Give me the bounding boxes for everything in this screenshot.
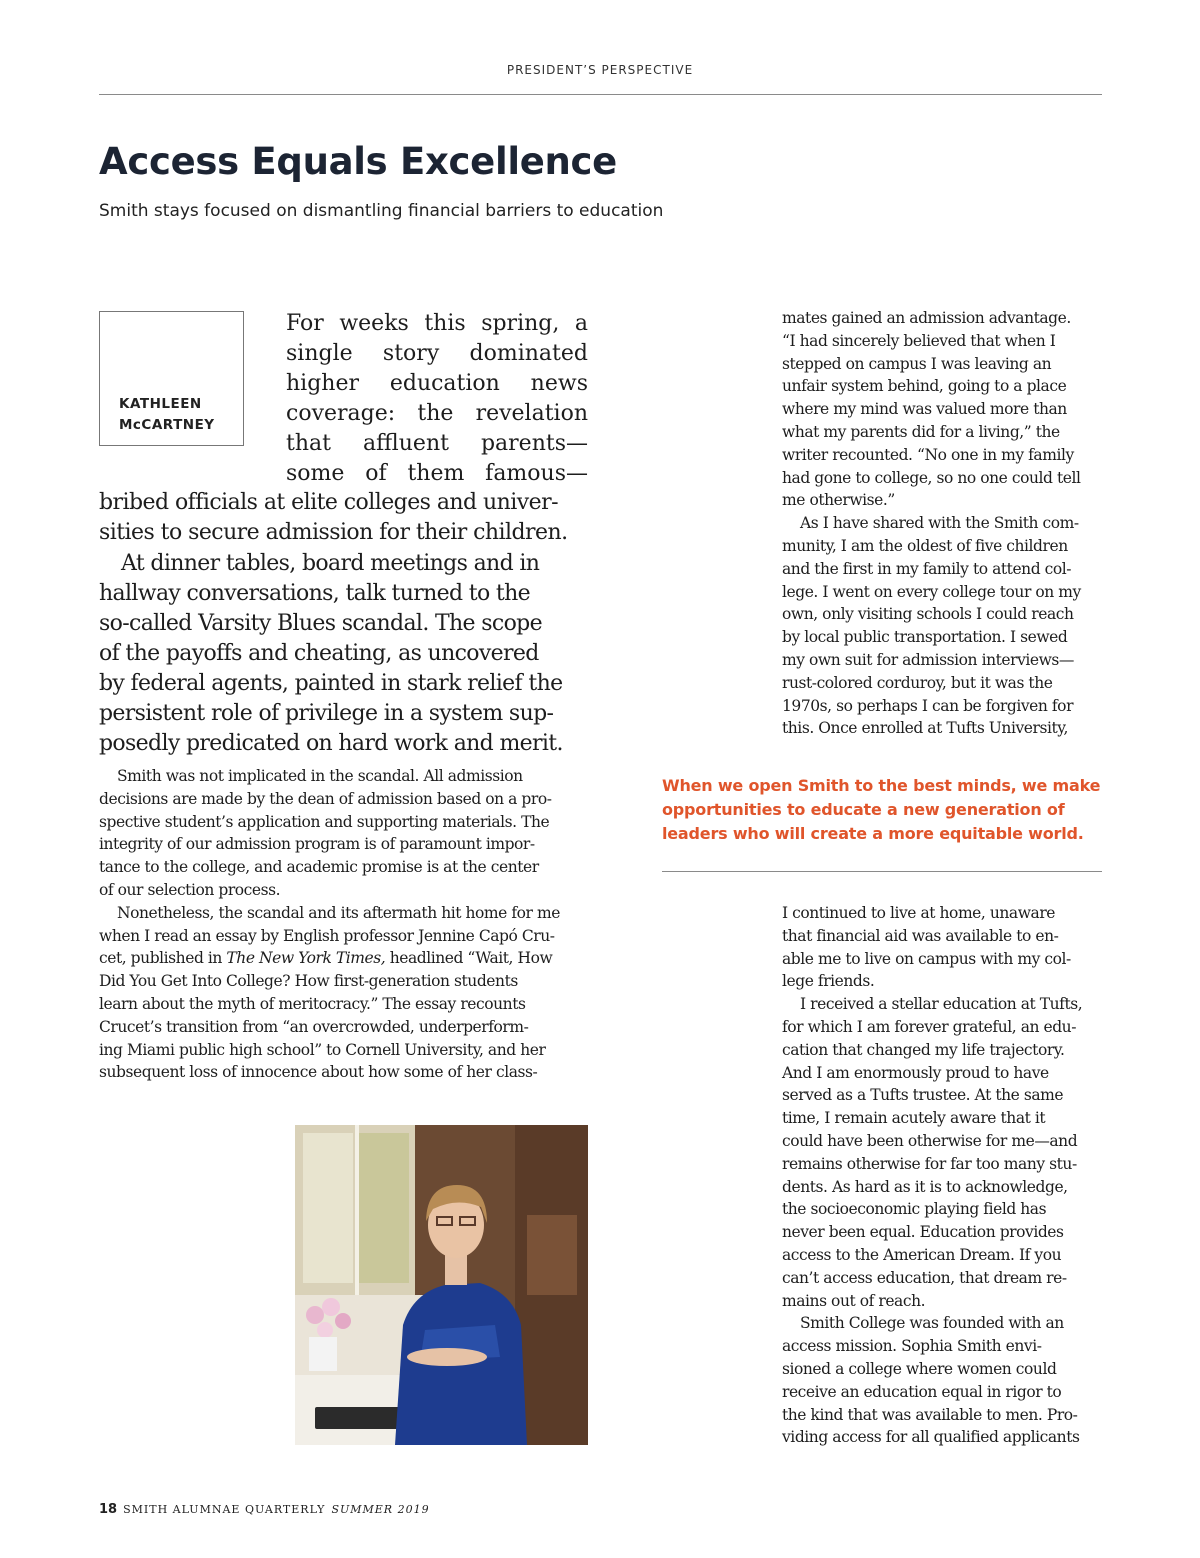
text-line: receive an education equal in rigor to [782, 1382, 1062, 1401]
text-line: 1970s, so perhaps I can be forgiven for [782, 696, 1074, 715]
text-line: remains otherwise for far too many stu- [782, 1154, 1077, 1173]
publication-title: The New York Times, [226, 949, 386, 968]
text-line: rust-colored corduroy, but it was the [782, 673, 1053, 692]
pull-quote-line: When we open Smith to the best minds, we make [662, 776, 1101, 795]
page-number: 18 [99, 1502, 118, 1517]
text-line: and the first in my family to attend col- [782, 559, 1072, 578]
text-line: Smith was not implicated in the scandal. All admission [117, 767, 523, 785]
text-line: for which I am forever grateful, an edu- [782, 1017, 1077, 1036]
text-line: served as a Tufts trustee. At the same [782, 1086, 1064, 1105]
article-subtitle: Smith stays focused on dismantling financial barriers to education [99, 201, 664, 221]
text-line: I continued to live at home, unaware [782, 904, 1056, 922]
text-line: by local public transportation. I sewed [782, 628, 1068, 647]
text-line: where my mind was valued more than [782, 400, 1067, 419]
text-line: writer recounted. “No one in my family [782, 445, 1074, 464]
text-line: when I read an essay by English professor Jennine Capó Cru- [99, 926, 555, 945]
pull-quote-rule [662, 871, 1102, 872]
text-line: stepped on campus I was leaving an [782, 354, 1052, 373]
text-line: so-called Varsity Blues scandal. The scope [99, 611, 542, 636]
text-line: mates gained an admission advantage. [782, 309, 1071, 327]
text-line: Smith College was founded with an [800, 1314, 1064, 1333]
text-line: munity, I am the oldest of five children [782, 536, 1068, 555]
text-line: sities to secure admission for their children. [99, 520, 568, 545]
text-line: access to the American Dream. If you [782, 1245, 1062, 1264]
text-line: integrity of our admission program is of paramount impor- [99, 835, 535, 854]
lead-paragraph-narrow [286, 309, 588, 489]
text-line: mains out of reach. [782, 1291, 926, 1310]
publication-name: SMITH ALUMNAE QUARTERLY [123, 1503, 326, 1516]
text-line: bribed officials at elite colleges and univer- [99, 490, 558, 515]
text-line: persistent role of privilege in a system sup- [99, 701, 554, 726]
section-label: PRESIDENT’S PERSPECTIVE [506, 63, 694, 77]
pull-quote-line: opportunities to educate a new generation of [662, 800, 1065, 819]
byline-box [99, 311, 244, 446]
text-line: single story dominated [286, 341, 588, 366]
issue-label: SUMMER 2019 [331, 1503, 430, 1516]
text-line: the socioeconomic playing field has [782, 1200, 1047, 1219]
lead-paragraph-2 [99, 549, 588, 759]
header-rule [99, 94, 1102, 95]
column-1-body [99, 765, 588, 1084]
author-name: KATHLEEN McCARTNEY [119, 396, 215, 433]
text-line: me otherwise.” [782, 491, 895, 510]
text-line: subsequent loss of innocence about how some of her class- [99, 1063, 538, 1082]
text-line: Did You Get Into College? How first-generation students [99, 972, 518, 991]
text-line: posedly predicated on hard work and merit. [99, 731, 563, 756]
column-2-top [782, 307, 1102, 740]
text-line: lege. I went on every college tour on my [782, 582, 1081, 601]
text-line [99, 947, 588, 970]
text-line: that financial aid was available to en- [782, 926, 1059, 945]
text-line: my own suit for admission interviews— [782, 650, 1074, 669]
text-line: could have been otherwise for me—and [782, 1131, 1078, 1150]
text-line: higher education news [286, 371, 588, 396]
text-line: some of them famous— [286, 461, 588, 486]
text-line: learn about the myth of meritocracy.” The essay recounts [99, 994, 526, 1013]
text-line: At dinner tables, board meetings and in [121, 551, 540, 576]
text-line: access mission. Sophia Smith envi- [782, 1337, 1042, 1356]
text-line: the kind that was available to men. Pro- [782, 1405, 1078, 1424]
text-line: coverage: the revelation [286, 401, 588, 426]
text-line: sioned a college where women could [782, 1359, 1057, 1378]
text-line: had gone to college, so no one could tell [782, 468, 1081, 487]
lead-paragraph-wide [99, 488, 588, 548]
text-line: I received a stellar education at Tufts, [800, 995, 1083, 1014]
text-line: own, only visiting schools I could reach [782, 605, 1074, 624]
text-line: And I am enormously proud to have [782, 1063, 1049, 1082]
text-line: never been equal. Education provides [782, 1223, 1064, 1242]
text-line: viding access for all qualified applicants [782, 1428, 1080, 1447]
text-line: lege friends. [782, 972, 875, 991]
text-line: hallway conversations, talk turned to the [99, 581, 530, 606]
article-title: Access Equals Excellence [99, 140, 617, 183]
pull-quote-line: leaders who will create a more equitable world. [662, 824, 1084, 843]
text-line: cation that changed my life trajectory. [782, 1040, 1065, 1059]
page-footer [99, 1502, 430, 1517]
text-line: For weeks this spring, a [286, 311, 588, 336]
author-portrait-photo [295, 1125, 588, 1445]
text-line: that affluent parents— [286, 431, 588, 456]
text-line: dents. As hard as it is to acknowledge, [782, 1177, 1068, 1196]
text-line: tance to the college, and academic promise is at the center [99, 858, 539, 877]
text-line: unfair system behind, going to a place [782, 377, 1067, 396]
text-line: spective student’s application and supporting materials. The [99, 812, 550, 831]
text-line: of the payoffs and cheating, as uncovered [99, 641, 539, 666]
text-line: Crucet’s transition from “an overcrowded, underperform- [99, 1017, 529, 1036]
text-line: ing Miami public high school” to Cornell University, and her [99, 1040, 546, 1059]
column-2-bottom [782, 902, 1102, 1449]
pull-quote [662, 774, 1102, 846]
text-line: this. Once enrolled at Tufts University, [782, 719, 1068, 738]
text-line: time, I remain acutely aware that it [782, 1109, 1046, 1128]
text-line: “I had sincerely believed that when I [782, 331, 1056, 350]
text-line: of our selection process. [99, 880, 281, 899]
text-line: by federal agents, painted in stark relief the [99, 671, 563, 696]
text-segment: headlined “Wait, How [385, 949, 553, 968]
text-line: what my parents did for a living,” the [782, 422, 1060, 441]
text-segment: cet, published in [99, 949, 222, 968]
text-line: decisions are made by the dean of admission based on a pro- [99, 789, 552, 808]
text-line: Nonetheless, the scandal and its aftermath hit home for me [117, 903, 560, 922]
text-line: As I have shared with the Smith com- [800, 514, 1079, 533]
text-line: able me to live on campus with my col- [782, 949, 1071, 968]
text-line: can’t access education, that dream re- [782, 1268, 1067, 1287]
